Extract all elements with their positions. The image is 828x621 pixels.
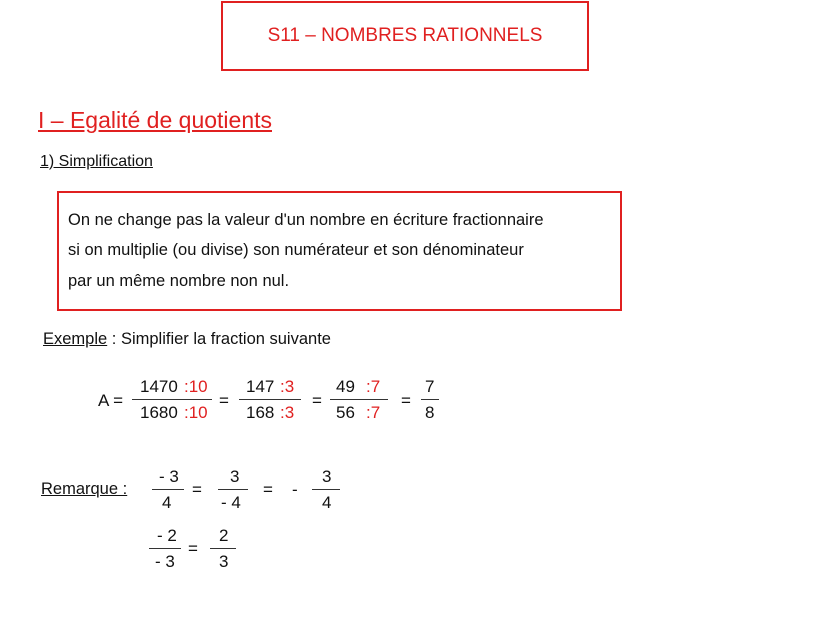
fraction-bar bbox=[421, 399, 439, 400]
numerator-operator: :10 bbox=[184, 377, 208, 396]
fraction-bar bbox=[210, 548, 236, 549]
denominator-operator: :3 bbox=[280, 403, 295, 422]
fraction-denominator: 4 bbox=[162, 493, 172, 512]
fraction-denominator: - 3 bbox=[155, 552, 175, 571]
example-instruction: : Simplifier la fraction suivante bbox=[107, 330, 331, 348]
equals-sign: = bbox=[263, 480, 273, 499]
fraction-bar bbox=[312, 489, 340, 490]
fraction-numerator: 3 bbox=[230, 467, 240, 486]
minus-sign: - bbox=[292, 480, 298, 499]
fraction-denominator: 4 bbox=[322, 493, 332, 512]
fraction-numerator: 7 bbox=[425, 377, 435, 396]
rule-line-2: si on multiplie (ou divise) son numérateur et son dénominateur bbox=[68, 241, 524, 259]
numerator-operator: :3 bbox=[280, 377, 295, 396]
example-line bbox=[43, 330, 331, 349]
denominator-operator: :7 bbox=[366, 403, 381, 422]
equals-sign: = bbox=[219, 391, 229, 410]
fraction-denominator: 3 bbox=[219, 552, 229, 571]
fraction-denominator: 8 bbox=[425, 403, 435, 422]
fraction-numerator: - 2 bbox=[157, 526, 177, 545]
numerator-operator: :7 bbox=[366, 377, 381, 396]
variable-label: A = bbox=[98, 391, 124, 410]
equals-sign: = bbox=[401, 391, 411, 410]
fraction-denominator: 168 bbox=[246, 403, 275, 422]
fraction-numerator: 1470 bbox=[140, 377, 178, 396]
equals-sign: = bbox=[188, 539, 198, 558]
fraction-bar bbox=[149, 548, 181, 549]
example-label: Exemple bbox=[43, 330, 108, 348]
fraction-denominator: 1680 bbox=[140, 403, 178, 422]
fraction-denominator: - 4 bbox=[221, 493, 241, 512]
rule-line-3: par un même nombre non nul. bbox=[68, 272, 290, 290]
rule-line-1: On ne change pas la valeur d'un nombre en écriture fractionnaire bbox=[68, 211, 544, 229]
fraction-numerator: - 3 bbox=[159, 467, 179, 486]
title-box bbox=[221, 1, 589, 71]
fraction-bar bbox=[152, 489, 184, 490]
fraction-bar bbox=[330, 399, 388, 400]
fraction-numerator: 147 bbox=[246, 377, 275, 396]
equals-sign: = bbox=[312, 391, 322, 410]
page-title: S11 – NOMBRES RATIONNELS bbox=[267, 25, 543, 46]
equals-sign: = bbox=[192, 480, 202, 499]
fraction-numerator: 2 bbox=[219, 526, 229, 545]
fraction-numerator: 3 bbox=[322, 467, 332, 486]
fraction-bar bbox=[218, 489, 248, 490]
fraction-numerator: 49 bbox=[336, 377, 355, 396]
remark-label: Remarque : bbox=[41, 480, 128, 498]
fraction-denominator: 56 bbox=[336, 403, 355, 422]
fraction-bar bbox=[132, 399, 212, 400]
section-heading: I – Egalité de quotients bbox=[38, 107, 272, 133]
fraction-bar bbox=[239, 399, 301, 400]
subsection-heading: 1) Simplification bbox=[40, 153, 153, 170]
denominator-operator: :10 bbox=[184, 403, 208, 422]
